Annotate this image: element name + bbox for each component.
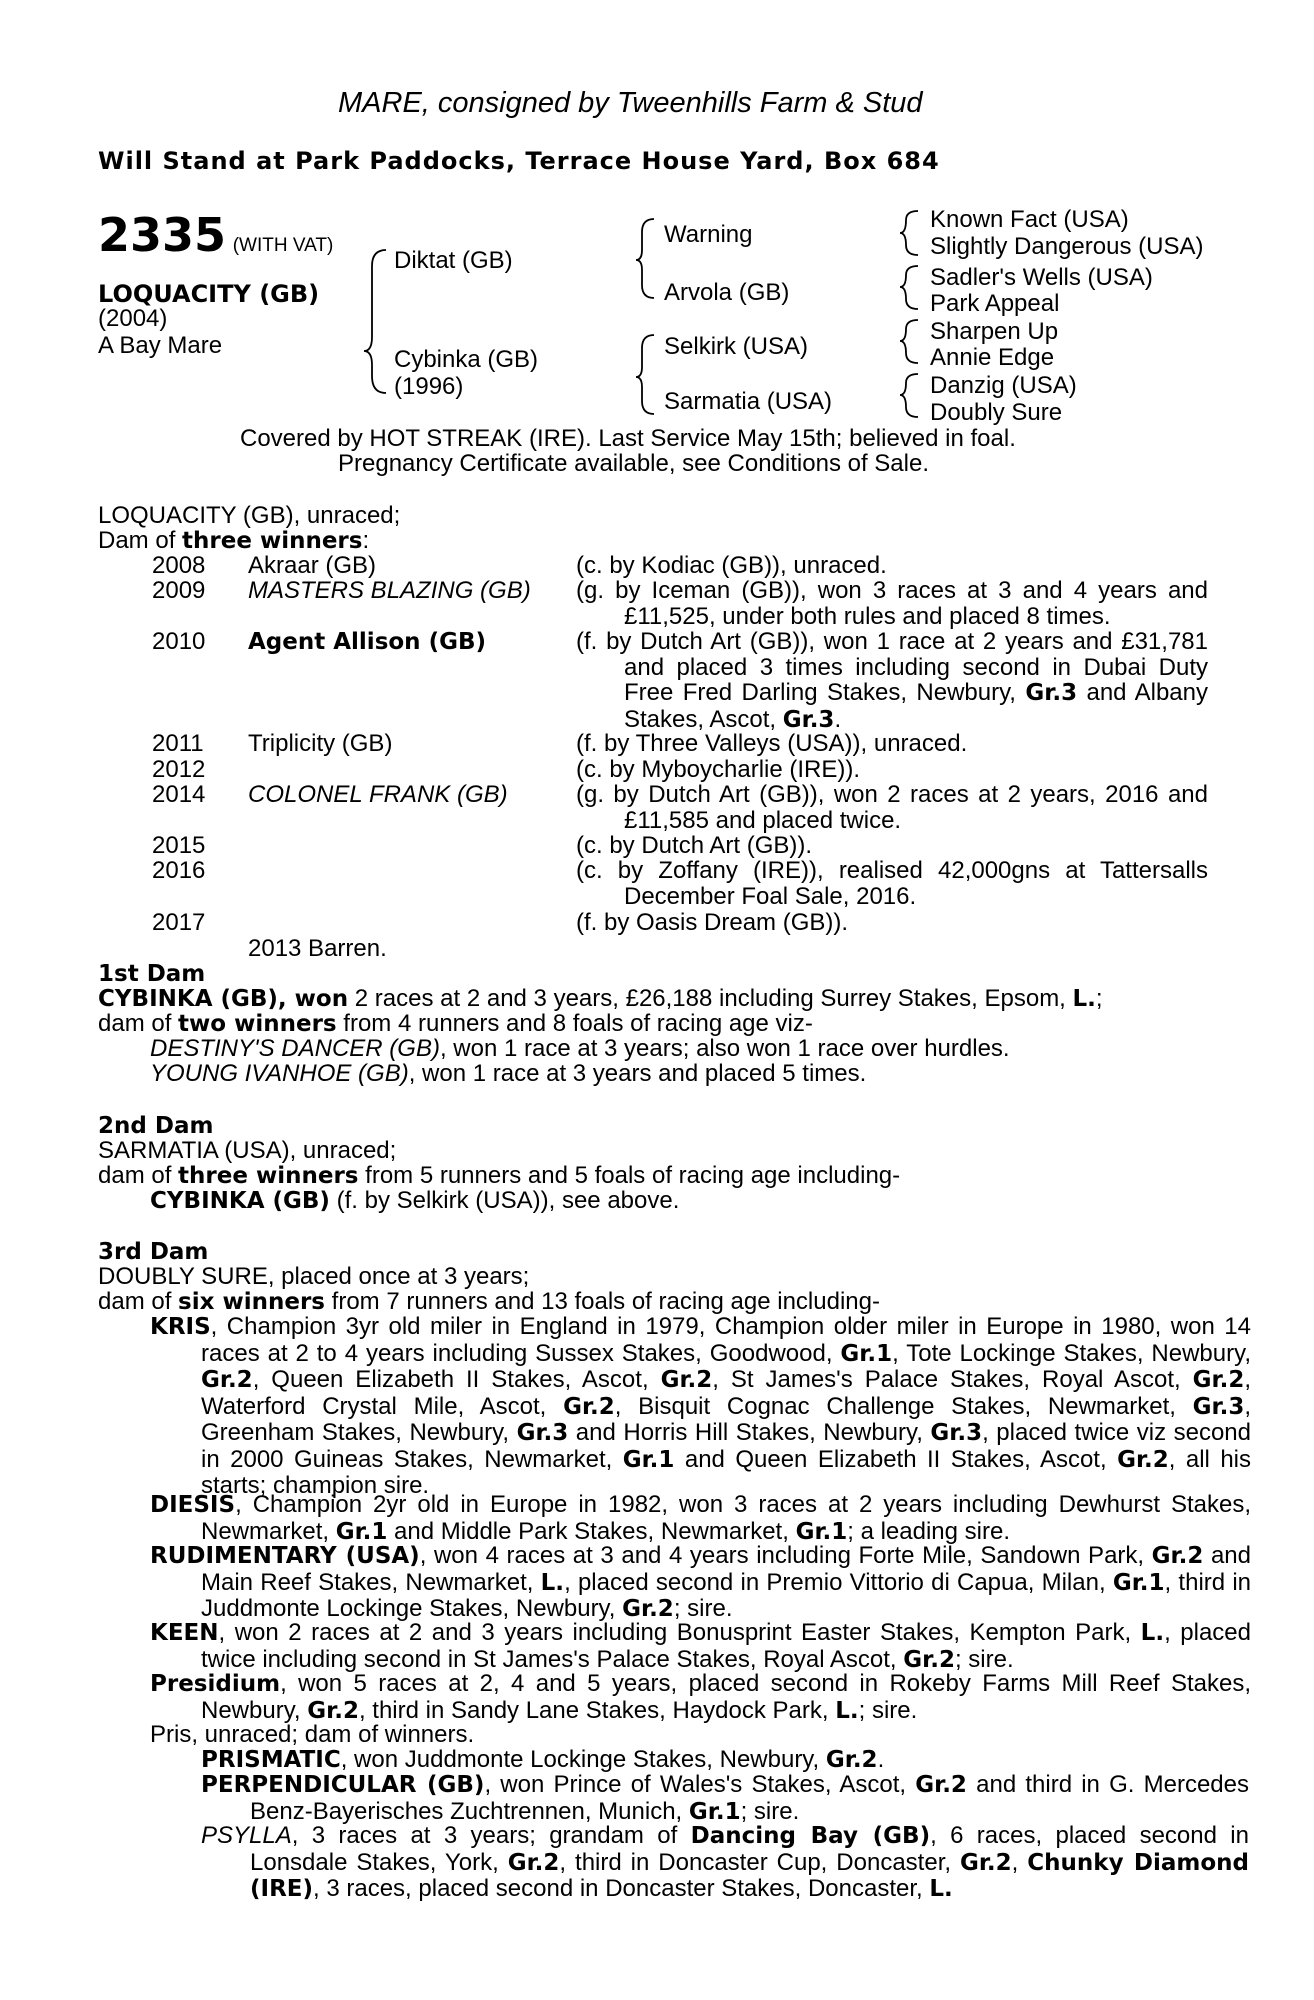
runners-text: from 4 runners and 8 foals of racing age viz-	[336, 1010, 813, 1037]
produce-detail: (g. by Dutch Art (GB)), won 2 races at 2 years, 2016 and £11,585 and placed twice.	[576, 781, 1208, 834]
grade: Gr.1	[1112, 1569, 1165, 1596]
brace-selkirk	[900, 320, 918, 363]
text: , placed second in Premio Vittorio di Capua, Milan,	[564, 1568, 1113, 1596]
first-dam-line-1	[98, 986, 1103, 1012]
diesis-entry	[150, 1492, 1251, 1545]
winners-count: three winners	[178, 1163, 359, 1189]
cybinka-name: CYBINKA (GB)	[150, 1188, 330, 1214]
text: and Horris Hill Stakes, Newbury,	[568, 1419, 931, 1446]
produce-detail: (f. by Three Valleys (USA)), unraced.	[576, 730, 968, 757]
lot-name: LOQUACITY (GB)	[98, 280, 320, 308]
listed-grade: L.	[1072, 986, 1096, 1012]
pedigree-dam-dam: Sarmatia (USA)	[664, 388, 833, 415]
destinys-dancer-name: DESTINY'S DANCER (GB)	[150, 1035, 440, 1062]
destinys-dancer-record: , won 1 race at 3 years; also won 1 race over hurdles.	[439, 1035, 1010, 1062]
produce-name: COLONEL FRANK (GB)	[248, 781, 508, 808]
runners-text: from 5 runners and 5 foals of racing age including-	[358, 1162, 901, 1189]
third-dam-line-1: DOUBLY SURE, placed once at 3 years;	[98, 1263, 530, 1290]
grade: Gr.2	[622, 1596, 674, 1622]
pedigree-g3-1: Known Fact (USA)	[930, 206, 1129, 233]
text: ; sire.	[673, 1595, 733, 1622]
dam-of-colon: :	[362, 527, 370, 554]
barren-note: 2013 Barren.	[248, 935, 387, 962]
produce-year: 2008	[152, 552, 206, 579]
kris-entry	[150, 1314, 1251, 1499]
prismatic-name: PRISMATIC	[201, 1747, 341, 1773]
grade: Gr.2	[1192, 1367, 1245, 1393]
pedigree-dam-year: (1996)	[394, 373, 464, 400]
lot-number: 2335	[98, 208, 227, 262]
text: ; sire.	[954, 1645, 1014, 1673]
text: ,	[1011, 1848, 1028, 1876]
text: ; sire.	[858, 1696, 918, 1724]
pedigree-sire-dam: Arvola (GB)	[664, 279, 790, 306]
rudimentary-entry	[150, 1543, 1251, 1623]
grade: Gr.2	[825, 1747, 878, 1773]
text: , Bisquit Cognac Challenge Stakes, Newmarket,	[614, 1392, 1193, 1420]
pedigree-sire-sire: Warning	[664, 221, 753, 248]
dam-of-text: Dam of	[98, 527, 183, 554]
keen-name: KEEN	[150, 1620, 219, 1646]
pedigree-dam-sire: Selkirk (USA)	[664, 333, 809, 360]
text: .	[877, 1746, 885, 1773]
text: .	[834, 705, 842, 733]
produce-name: MASTERS BLAZING (GB)	[248, 577, 531, 604]
grade: Gr.2	[903, 1646, 955, 1673]
text: and Middle Park Stakes, Newmarket,	[387, 1517, 796, 1545]
brace-warning	[900, 211, 918, 255]
diesis-name: DIESIS	[150, 1492, 236, 1518]
first-dam-line-4	[150, 1061, 866, 1087]
produce-detail: (g. by Iceman (GB)), won 3 races at 3 and 4 years and £11,525, under both rules and placed 8 times.	[576, 577, 1208, 630]
runners-text: from 7 runners and 13 foals of racing age including-	[324, 1288, 880, 1315]
cybinka-name: CYBINKA (GB), won	[98, 986, 349, 1012]
text: , St James's Palace Stakes, Royal Ascot,	[712, 1366, 1193, 1393]
kris-name: KRIS	[150, 1314, 211, 1340]
produce-dam-of	[98, 528, 369, 554]
young-ivanhoe-record: , won 1 race at 3 years and placed 5 times.	[408, 1060, 867, 1087]
text: , won 2 races at 2 and 3 years including Bonusprint Easter Stakes, Kempton Park,	[218, 1619, 1141, 1646]
text: , placed twice viz second in 2000 Guineas Stakes, Newmarket,	[201, 1419, 1251, 1473]
psylla-entry	[201, 1823, 1249, 1903]
produce-detail	[576, 629, 1208, 733]
pedigree-g3-4: Park Appeal	[930, 290, 1060, 317]
grade: Gr.3	[1025, 680, 1078, 706]
perpendicular-entry	[201, 1772, 1249, 1825]
psylla-name: PSYLLA	[201, 1822, 292, 1849]
brace-sarmatia	[900, 374, 918, 417]
semicolon: ;	[1095, 985, 1103, 1012]
text: and Queen Elizabeth II Stakes, Ascot,	[674, 1445, 1118, 1473]
grade: Gr.2	[959, 1849, 1012, 1876]
text: , Champion 3yr old miler in England in 1979, Champion older miler in Europe in 1980, won 14 races at 2 to 4 years including Sussex Stakes, Goodwood,	[201, 1313, 1251, 1367]
text: , Waterford Crystal Mile, Ascot,	[201, 1366, 1251, 1420]
text: (f. by Dutch Art (GB)), won 1 race at 2 years and £31,781 and placed 3 times including second in Dubai Duty Free Fred Darling Stakes, Newbury,	[576, 628, 1208, 706]
grade: Gr.2	[660, 1367, 713, 1393]
dancing-bay-name: Dancing Bay (GB)	[690, 1823, 931, 1849]
winners-count: six winners	[178, 1289, 325, 1315]
grade: L.	[929, 1876, 953, 1902]
grade: Gr.3	[516, 1420, 569, 1446]
pregnancy-line: Pregnancy Certificate available, see Conditions of Sale.	[338, 450, 929, 477]
dam-of-winners: three winners	[182, 528, 363, 554]
second-dam-line-3	[150, 1188, 679, 1214]
third-dam-heading: 3rd Dam	[98, 1239, 209, 1265]
pedigree-g3-5: Sharpen Up	[930, 318, 1059, 345]
cybinka-record: 2 races at 2 and 3 years, £26,188 including Surrey Stakes, Epsom,	[348, 985, 1073, 1012]
grade: Gr.2	[1151, 1543, 1204, 1569]
produce-year: 2017	[152, 909, 206, 936]
grade: Gr.1	[795, 1518, 848, 1545]
consignor-line: MARE, consigned by Tweenhills Farm & Stud	[338, 87, 923, 119]
text: , third in Sandy Lane Stakes, Haydock Park,	[358, 1696, 836, 1724]
brace-arvola	[900, 266, 918, 309]
text: , won Juddmonte Lockinge Stakes, Newbury,	[340, 1746, 826, 1773]
lot-description: A Bay Mare	[98, 332, 223, 359]
text: , 3 races, placed second in Doncaster Stakes, Doncaster,	[313, 1875, 930, 1902]
produce-detail: (c. by Zoffany (IRE)), realised 42,000gns at Tattersalls December Foal Sale, 2016.	[576, 857, 1208, 910]
produce-year: 2015	[152, 832, 206, 859]
text: , won Prince of Wales's Stakes, Ascot,	[484, 1771, 916, 1798]
perpendicular-name: PERPENDICULAR (GB)	[201, 1772, 485, 1798]
keen-entry	[150, 1620, 1251, 1673]
produce-year: 2016	[152, 857, 206, 884]
pedigree-g3-6: Annie Edge	[930, 344, 1055, 371]
brace-dam	[636, 335, 654, 414]
produce-detail: (c. by Myboycharlie (IRE)).	[576, 756, 861, 783]
cybinka-note: (f. by Selkirk (USA)), see above.	[329, 1187, 680, 1214]
text: , Tote Lockinge Stakes, Newbury,	[892, 1339, 1251, 1367]
produce-name: Akraar (GB)	[248, 552, 377, 579]
text: , third in Doncaster Cup, Doncaster,	[559, 1848, 960, 1876]
dam-of-text: dam of	[98, 1288, 179, 1315]
first-dam-line-2	[98, 1011, 813, 1037]
first-dam-heading: 1st Dam	[98, 961, 206, 987]
grade: Gr.1	[840, 1340, 893, 1367]
produce-detail: (c. by Dutch Art (GB)).	[576, 832, 813, 859]
dam-of-text: dam of	[98, 1010, 179, 1037]
grade: Gr.1	[688, 1798, 741, 1825]
covered-line: Covered by HOT STREAK (IRE). Last Service May 15th; believed in foal.	[240, 425, 1016, 452]
grade: Gr.1	[335, 1518, 388, 1545]
pedigree-g3-2: Slightly Dangerous (USA)	[930, 233, 1204, 260]
grade: Gr.2	[307, 1697, 359, 1724]
pedigree-g3-7: Danzig (USA)	[930, 372, 1077, 399]
text: , placed twice including second in St James's Palace Stakes, Royal Ascot,	[201, 1619, 1252, 1673]
produce-year: 2010	[152, 628, 206, 655]
young-ivanhoe-name: YOUNG IVANHOE (GB)	[150, 1060, 409, 1087]
produce-name: Triplicity (GB)	[248, 730, 393, 757]
text: , all his starts; champion sire.	[201, 1445, 1252, 1499]
text: and Albany Stakes, Ascot,	[624, 679, 1208, 733]
second-dam-heading: 2nd Dam	[98, 1113, 214, 1139]
grade: Gr.1	[622, 1446, 675, 1473]
text: , Champion 2yr old in Europe in 1982, won 3 races at 2 years including Dewhurst Stakes, Newmarket,	[201, 1491, 1251, 1545]
grade: Gr.2	[563, 1393, 615, 1420]
vat-note: (WITH VAT)	[232, 235, 334, 256]
produce-detail: (c. by Kodiac (GB)), unraced.	[576, 552, 887, 579]
grade: Gr.2	[1117, 1446, 1169, 1473]
text: and Main Reef Stakes, Newmarket,	[201, 1542, 1251, 1596]
grade: L.	[1140, 1620, 1165, 1646]
produce-year: 2012	[152, 756, 206, 783]
presidium-name: Presidium	[150, 1671, 281, 1697]
pris-line: Pris, unraced; dam of winners.	[150, 1721, 475, 1748]
text: , won 4 races at 3 and 4 years including Forte Mile, Sandown Park,	[419, 1542, 1152, 1569]
produce-intro: LOQUACITY (GB), unraced;	[98, 502, 401, 529]
grade: Gr.2	[201, 1367, 253, 1393]
produce-detail: (f. by Oasis Dream (GB)).	[576, 909, 849, 936]
produce-year: 2009	[152, 577, 206, 604]
grade: L.	[835, 1697, 859, 1724]
pedigree-g3-3: Sadler's Wells (USA)	[930, 264, 1153, 291]
grade: Gr.3	[782, 706, 835, 733]
second-dam-line-2	[98, 1163, 900, 1189]
text: , 6 races, placed second in Lonsdale Stakes, York,	[250, 1822, 1249, 1876]
rudimentary-name: RUDIMENTARY (USA)	[150, 1543, 420, 1569]
text: , Greenham Stakes, Newbury,	[201, 1392, 1251, 1446]
brace-sire	[636, 219, 654, 298]
grade: L.	[540, 1569, 565, 1596]
grade: Gr.3	[1192, 1393, 1245, 1420]
second-dam-line-1: SARMATIA (USA), unraced;	[98, 1137, 397, 1164]
dam-of-text: dam of	[98, 1162, 179, 1189]
pedigree-g3-8: Doubly Sure	[930, 399, 1063, 426]
text: ; a leading sire.	[847, 1517, 1011, 1545]
text: and third in G. Mercedes Benz-Bayerisches Zuchtrennen, Munich,	[250, 1771, 1249, 1825]
stand-line: Will Stand at Park Paddocks, Terrace House Yard, Box 684	[98, 147, 940, 175]
winners-count: two winners	[178, 1011, 337, 1037]
third-dam-line-2	[98, 1289, 880, 1315]
pedigree-dam: Cybinka (GB)	[394, 346, 539, 373]
prismatic-entry	[201, 1747, 884, 1773]
text: , won 5 races at 2, 4 and 5 years, placed second in Rokeby Farms Mill Reef Stakes, Newbury,	[201, 1670, 1251, 1724]
text: , third in Juddmonte Lockinge Stakes, Newbury,	[201, 1568, 1252, 1622]
text: , 3 races at 3 years; grandam of	[291, 1822, 691, 1849]
chunky-diamond-name: Chunky Diamond (IRE)	[250, 1849, 1249, 1902]
presidium-entry	[150, 1671, 1251, 1724]
grade: Gr.2	[507, 1849, 560, 1876]
grade: Gr.2	[915, 1772, 967, 1798]
produce-name: Agent Allison (GB)	[248, 629, 486, 655]
pedigree-sire: Diktat (GB)	[394, 247, 513, 274]
lot-year: (2004)	[98, 305, 168, 332]
produce-year: 2014	[152, 781, 206, 808]
brace-generation-1	[364, 250, 386, 393]
text: ; sire.	[740, 1797, 800, 1825]
produce-year: 2011	[152, 730, 204, 757]
first-dam-line-3	[150, 1036, 1010, 1062]
grade: Gr.3	[930, 1420, 983, 1446]
text: , Queen Elizabeth II Stakes, Ascot,	[252, 1366, 661, 1393]
